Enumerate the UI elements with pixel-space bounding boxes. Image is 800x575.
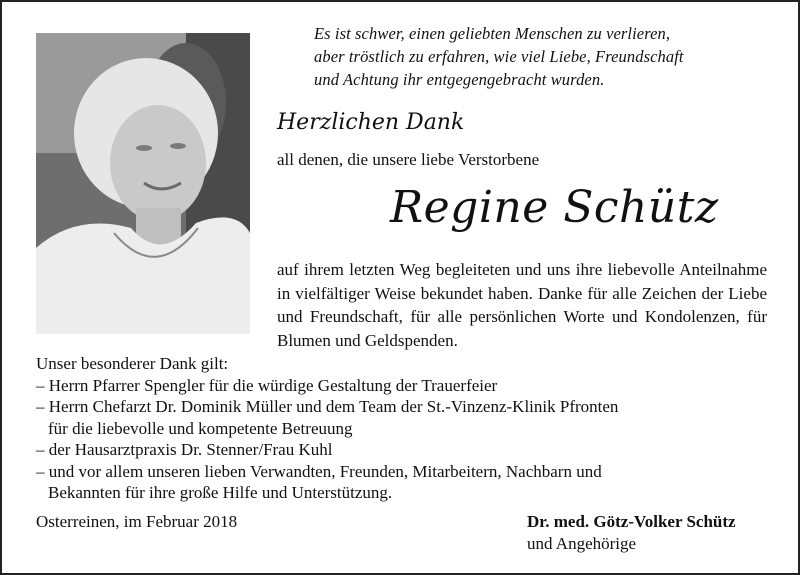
place-date: Osterreinen, im Februar 2018 bbox=[36, 512, 238, 531]
portrait-photo bbox=[36, 33, 250, 334]
deceased-name: Regine Schütz bbox=[390, 182, 719, 233]
thanks-heading: Herzlichen Dank bbox=[277, 110, 465, 135]
special-thanks-line: – Herrn Pfarrer Spengler für die würdige Gestaltung der Trauerfeier bbox=[36, 375, 498, 395]
special-thanks-line: – Herrn Chefarzt Dr. Dominik Müller und dem Team der St.-Vinzenz-Klinik Pfronten bbox=[36, 397, 619, 416]
quote bbox=[314, 22, 774, 91]
special-thanks bbox=[36, 353, 776, 504]
body-text: auf ihrem letzten Weg begleiteten und uns ihre liebevolle Anteilnahme in vielfältiger Weise bekundet haben. Danke für alle Zeichen der Liebe und Freundschaft, für alle persönlichen Worte und Kondolenzen, für Blumen und Geldspenden. bbox=[277, 260, 767, 350]
intro-text: all denen, die unsere liebe Verstorbene bbox=[277, 150, 540, 169]
signer-name: Dr. med. Götz-Volker Schütz bbox=[527, 512, 736, 531]
quote-line: aber tröstlich zu erfahren, wie viel Liebe, Freundschaft bbox=[314, 47, 684, 66]
special-thanks-line: Bekannten für ihre große Hilfe und Unterstützung. bbox=[48, 483, 393, 502]
special-thanks-title: Unser besonderer Dank gilt: bbox=[36, 354, 229, 373]
quote-line: Es ist schwer, einen geliebten Menschen zu verlieren, bbox=[314, 24, 671, 43]
signer-subtitle: und Angehörige bbox=[527, 534, 637, 553]
special-thanks-line: – der Hausarztpraxis Dr. Stenner/Frau Kuhl bbox=[36, 440, 333, 459]
special-thanks-line: für die liebevolle und kompetente Betreuung bbox=[48, 418, 353, 438]
special-thanks-line: – und vor allem unseren lieben Verwandten, Freunden, Mitarbeitern, Nachbarn und bbox=[36, 461, 602, 481]
quote-line: und Achtung ihr entgegengebracht wurden. bbox=[314, 70, 605, 89]
